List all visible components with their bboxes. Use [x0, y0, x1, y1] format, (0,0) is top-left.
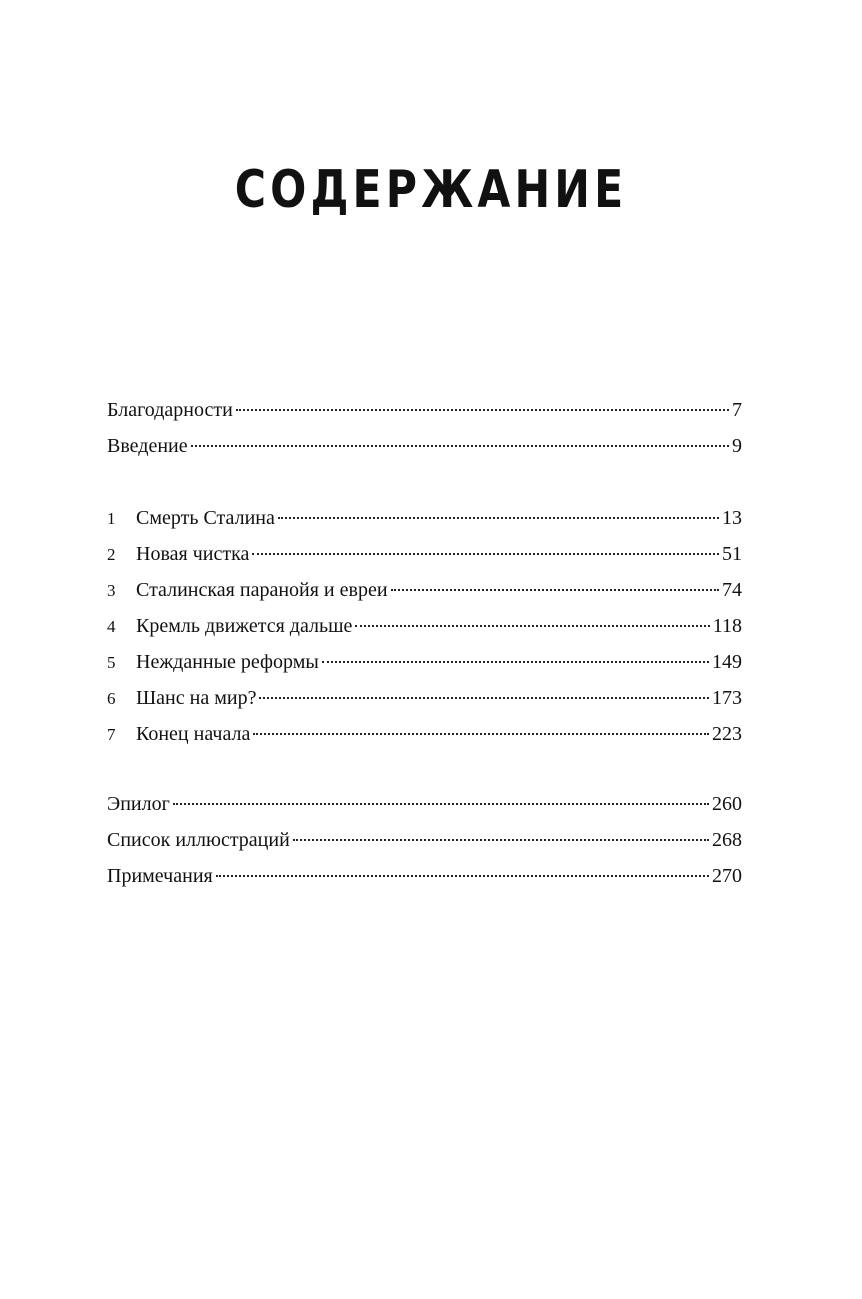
toc-entry-page: 260 — [712, 793, 742, 815]
toc-entry-page: 270 — [712, 865, 742, 887]
toc-chapter-6[interactable] — [107, 680, 742, 716]
toc-entry-illustrations[interactable] — [107, 822, 742, 858]
toc-chapter-4[interactable] — [107, 608, 742, 644]
toc-chapter-1[interactable] — [107, 500, 742, 536]
toc-entry-label: Конец начала — [136, 723, 251, 745]
dot-leader — [355, 625, 709, 627]
dot-leader — [216, 875, 709, 877]
toc-entry-page: 74 — [722, 579, 742, 601]
toc-chapter-7[interactable] — [107, 716, 742, 752]
chapter-number: 6 — [107, 689, 116, 708]
toc-entry-label: Примечания — [107, 865, 213, 887]
toc-back-matter — [107, 786, 742, 894]
dot-leader — [252, 553, 719, 555]
toc-entry-label: Кремль движется дальше — [136, 615, 353, 637]
dot-leader — [236, 409, 729, 411]
toc-entry-page: 13 — [722, 507, 742, 529]
toc-entry-label: Новая чистка — [136, 543, 250, 565]
toc-entry-label: Шанс на мир? — [136, 687, 257, 709]
toc-entry-label: Сталинская паранойя и евреи — [136, 579, 388, 601]
toc-entry-label: Введение — [107, 435, 188, 457]
toc-entry-label: Список иллюстраций — [107, 829, 290, 851]
dot-leader — [253, 733, 709, 735]
dot-leader — [191, 445, 729, 447]
toc-chapters — [107, 500, 742, 752]
dot-leader — [322, 661, 709, 663]
dot-leader — [259, 697, 709, 699]
toc-entry-page: 51 — [722, 543, 742, 565]
toc-entry-page: 149 — [712, 651, 742, 673]
toc-chapter-5[interactable] — [107, 644, 742, 680]
toc-front-matter — [107, 392, 742, 464]
dot-leader — [173, 803, 709, 805]
toc-entry-page: 223 — [712, 723, 742, 745]
toc-entry-introduction[interactable] — [107, 428, 742, 464]
chapter-number: 5 — [107, 653, 116, 672]
toc-chapter-2[interactable] — [107, 536, 742, 572]
dot-leader — [278, 517, 719, 519]
toc-entry-page: 118 — [712, 615, 742, 637]
chapter-number: 4 — [107, 617, 116, 636]
toc-entry-page: 7 — [732, 399, 742, 421]
dot-leader — [391, 589, 719, 591]
chapter-number: 1 — [107, 509, 116, 528]
toc-entry-label: Нежданные реформы — [136, 651, 319, 673]
dot-leader — [293, 839, 709, 841]
toc-entry-label: Смерть Сталина — [136, 507, 275, 529]
toc-entry-page: 268 — [712, 829, 742, 851]
chapter-number: 2 — [107, 545, 116, 564]
chapter-number: 3 — [107, 581, 116, 600]
toc-chapter-3[interactable] — [107, 572, 742, 608]
toc-entry-notes[interactable] — [107, 858, 742, 894]
page-title: СОДЕРЖАНИЕ — [234, 160, 628, 220]
toc-entry-acknowledgements[interactable] — [107, 392, 742, 428]
toc-entry-label: Эпилог — [107, 793, 170, 815]
chapter-number: 7 — [107, 725, 116, 744]
toc-entry-label: Благодарности — [107, 399, 233, 421]
toc-entry-page: 9 — [732, 435, 742, 457]
toc-entry-epilogue[interactable] — [107, 786, 742, 822]
toc-entry-page: 173 — [712, 687, 742, 709]
